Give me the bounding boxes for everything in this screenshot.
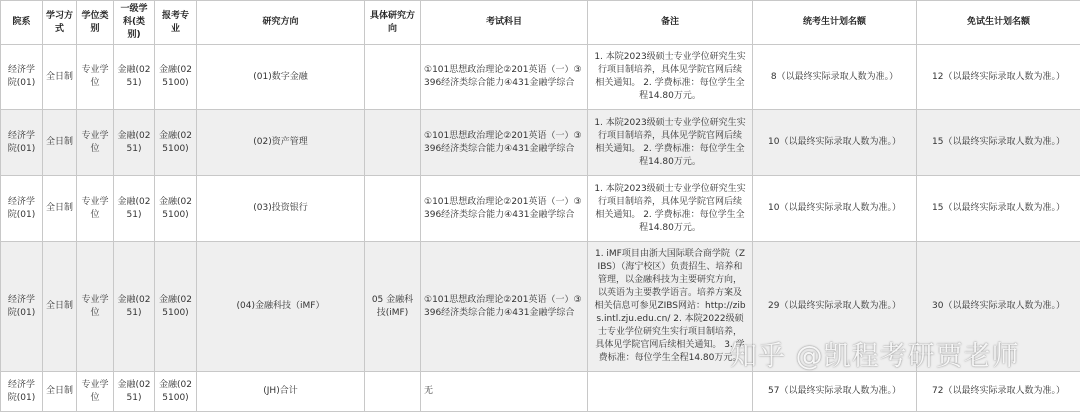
header-quota-exam: 统考生计划名额 — [753, 1, 917, 45]
cell-discipline: 金融(0251) — [114, 110, 155, 176]
cell-exams: 无 — [421, 372, 588, 412]
cell-remarks: 1. 本院2023级硕士专业学位研究生实行项目制培养，具体见学院官网后续相关通知。 2. 学费标准：每位学生全程14.80万元。 — [588, 110, 753, 176]
cell-dept: 经济学院(01) — [1, 110, 43, 176]
table-row — [1, 45, 1080, 110]
header-subdirection: 具体研究方向 — [365, 1, 421, 45]
watermark: 知乎 @凯程考研贾老师 — [730, 334, 1020, 373]
cell-subdirection — [365, 372, 421, 412]
header-exams: 考试科目 — [421, 1, 588, 45]
cell-degree: 专业学位 — [77, 176, 114, 242]
header-mode: 学习方式 — [43, 1, 77, 45]
cell-subdirection: 05 金融科技(iMF) — [365, 242, 421, 372]
cell-dept: 经济学院(01) — [1, 372, 43, 412]
table-row — [1, 176, 1080, 242]
cell-quota-free: 15（以最终实际录取人数为准。） — [917, 176, 1080, 242]
cell-discipline: 金融(0251) — [114, 372, 155, 412]
header-remarks: 备注 — [588, 1, 753, 45]
cell-dept: 经济学院(01) — [1, 45, 43, 110]
header-dept: 院系 — [1, 1, 43, 45]
cell-discipline: 金融(0251) — [114, 242, 155, 372]
cell-mode: 全日制 — [43, 242, 77, 372]
cell-exams: ①101思想政治理论②201英语（一）③396经济类综合能力④431金融学综合 — [421, 110, 588, 176]
cell-discipline: 金融(0251) — [114, 45, 155, 110]
cell-major: 金融(025100) — [155, 176, 197, 242]
cell-direction: (03)投资银行 — [197, 176, 365, 242]
cell-quota-free: 72（以最终实际录取人数为准。） — [917, 372, 1080, 412]
cell-remarks — [588, 372, 753, 412]
table-row — [1, 110, 1080, 176]
cell-dept: 经济学院(01) — [1, 242, 43, 372]
cell-quota-free: 12（以最终实际录取人数为准。） — [917, 45, 1080, 110]
cell-direction: (JH)合计 — [197, 372, 365, 412]
cell-dept: 经济学院(01) — [1, 176, 43, 242]
cell-exams: ①101思想政治理论②201英语（一）③396经济类综合能力④431金融学综合 — [421, 242, 588, 372]
cell-subdirection — [365, 45, 421, 110]
cell-degree: 专业学位 — [77, 242, 114, 372]
cell-direction: (04)金融科技（iMF） — [197, 242, 365, 372]
header-row — [1, 1, 1080, 45]
cell-subdirection — [365, 110, 421, 176]
cell-quota-free: 30（以最终实际录取人数为准。） — [917, 242, 1080, 372]
header-major: 报考专业 — [155, 1, 197, 45]
cell-exams: ①101思想政治理论②201英语（一）③396经济类综合能力④431金融学综合 — [421, 176, 588, 242]
cell-major: 金融(025100) — [155, 242, 197, 372]
cell-discipline: 金融(0251) — [114, 176, 155, 242]
cell-mode: 全日制 — [43, 176, 77, 242]
cell-major: 金融(025100) — [155, 45, 197, 110]
cell-direction: (01)数字金融 — [197, 45, 365, 110]
cell-remarks: 1. 本院2023级硕士专业学位研究生实行项目制培养，具体见学院官网后续相关通知。 2. 学费标准：每位学生全程14.80万元。 — [588, 45, 753, 110]
cell-major: 金融(025100) — [155, 110, 197, 176]
header-quota-free: 免试生计划名额 — [917, 1, 1080, 45]
cell-remarks: 1. iMF项目由浙大国际联合商学院（ZIBS）（海宁校区）负责招生、培养和管理，以金融科技为主要研究方向，以英语为主要教学语言。培养方案及相关信息可参见ZIBS网站：http://zibs.intl.zju.edu.cn/ 2. 本院2022级硕士专业学位研究生实行项目制培养，具体见学院官网后续相关通知。 3. 学费标准：每位学生全程14.80万元。 — [588, 242, 753, 372]
cell-remarks: 1. 本院2023级硕士专业学位研究生实行项目制培养，具体见学院官网后续相关通知。 2. 学费标准：每位学生全程14.80万元。 — [588, 176, 753, 242]
cell-quota-exam: 10（以最终实际录取人数为准。） — [753, 176, 917, 242]
cell-degree: 专业学位 — [77, 372, 114, 412]
cell-subdirection — [365, 176, 421, 242]
cell-direction: (02)资产管理 — [197, 110, 365, 176]
cell-mode: 全日制 — [43, 372, 77, 412]
cell-quota-exam: 29（以最终实际录取人数为准。） — [753, 242, 917, 372]
cell-quota-exam: 10（以最终实际录取人数为准。） — [753, 110, 917, 176]
header-discipline: 一级学科(类别) — [114, 1, 155, 45]
cell-mode: 全日制 — [43, 45, 77, 110]
table-row — [1, 372, 1080, 412]
cell-exams: ①101思想政治理论②201英语（一）③396经济类综合能力④431金融学综合 — [421, 45, 588, 110]
cell-major: 金融(025100) — [155, 372, 197, 412]
cell-degree: 专业学位 — [77, 45, 114, 110]
cell-mode: 全日制 — [43, 110, 77, 176]
cell-quota-exam: 8（以最终实际录取人数为准。） — [753, 45, 917, 110]
cell-quota-free: 15（以最终实际录取人数为准。） — [917, 110, 1080, 176]
cell-quota-exam: 57（以最终实际录取人数为准。） — [753, 372, 917, 412]
cell-degree: 专业学位 — [77, 110, 114, 176]
header-direction: 研究方向 — [197, 1, 365, 45]
header-degree: 学位类别 — [77, 1, 114, 45]
